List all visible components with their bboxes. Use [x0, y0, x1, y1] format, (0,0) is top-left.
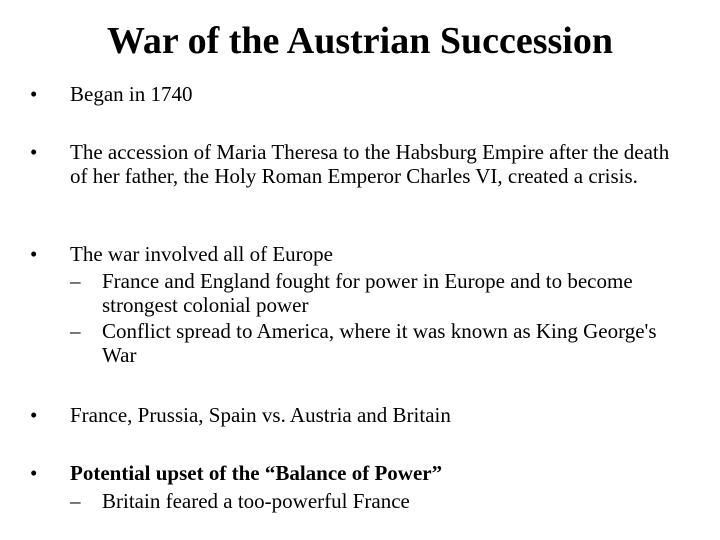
- bullet-item: [30, 140, 690, 188]
- sub-bullet-text: France and England fought for power in Europe and to become strongest colonial power: [102, 269, 633, 317]
- bullet-text: The war involved all of Europe: [70, 242, 333, 266]
- bullet-text: France, Prussia, Spain vs. Austria and Britain: [70, 403, 451, 427]
- bullet-marker: •: [30, 403, 38, 427]
- sub-bullet-marker: –: [70, 489, 81, 513]
- bullet-item: [30, 82, 690, 106]
- bullet-item: [30, 461, 690, 513]
- sub-bullet-marker: –: [70, 269, 81, 293]
- bullet-item: [30, 403, 690, 427]
- sub-bullet-item: [70, 269, 690, 317]
- sub-bullet-marker: –: [70, 319, 81, 343]
- sub-bullet-text: Britain feared a too-powerful France: [102, 489, 410, 513]
- bullet-marker: •: [30, 140, 38, 164]
- bullet-item: [30, 242, 690, 367]
- bullet-marker: •: [30, 82, 38, 106]
- sub-bullet-item: [70, 319, 690, 367]
- sub-bullet-text: Conflict spread to America, where it was known as King George's War: [102, 319, 657, 367]
- slide-title: War of the Austrian Succession: [106, 20, 613, 62]
- bullet-text: The accession of Maria Theresa to the Habsburg Empire after the death of her father, the Holy Roman Emperor Charles VI, created a crisis.: [70, 140, 670, 188]
- bullet-text: Potential upset of the “Balance of Power”: [70, 461, 443, 485]
- bullet-marker: •: [30, 461, 38, 485]
- bullet-text: Began in 1740: [70, 82, 193, 106]
- bullet-marker: •: [30, 242, 38, 266]
- sub-bullet-item: [70, 489, 690, 513]
